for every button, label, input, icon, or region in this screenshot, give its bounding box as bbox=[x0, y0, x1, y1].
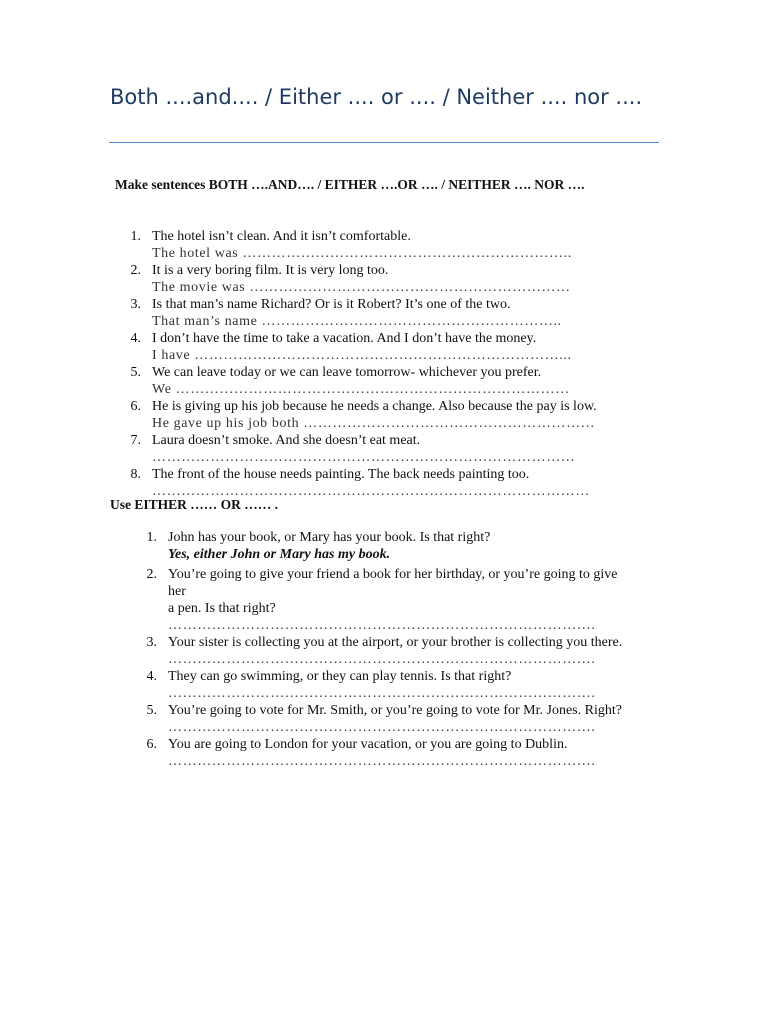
answer-blank[interactable]: ……………………………………………………………………………. bbox=[168, 618, 596, 633]
answer-blank[interactable]: I have …………………………………………………………………... bbox=[152, 348, 572, 363]
title-divider bbox=[109, 142, 659, 143]
item-number: 3. bbox=[130, 297, 141, 312]
example-answer: Yes, either John or Mary has my book. bbox=[168, 547, 391, 562]
answer-blank[interactable]: ……………………………………………………………………………. bbox=[168, 686, 596, 701]
item-prompt: You’re going to vote for Mr. Smith, or you’re going to vote for Mr. Jones. Right? bbox=[168, 703, 622, 718]
list-item bbox=[0, 466, 768, 500]
item-number: 2. bbox=[130, 263, 141, 278]
item-number: 1. bbox=[146, 530, 157, 545]
section2-exercise-list bbox=[0, 529, 768, 770]
item-number: 4. bbox=[130, 331, 141, 346]
item-prompt: They can go swimming, or they can play tennis. Is that right? bbox=[168, 669, 512, 684]
item-prompt: John has your book, or Mary has your book. Is that right? bbox=[168, 530, 491, 545]
item-prompt: Laura doesn’t smoke. And she doesn’t eat meat. bbox=[152, 433, 421, 448]
list-item bbox=[0, 262, 768, 296]
answer-blank[interactable]: We ……………………………………………………………………… bbox=[152, 382, 570, 397]
item-prompt-continued: a pen. Is that right? bbox=[168, 601, 276, 616]
item-number: 6. bbox=[146, 737, 157, 752]
item-prompt: We can leave today or we can leave tomorrow- whichever you prefer. bbox=[152, 365, 542, 380]
item-number: 1. bbox=[130, 229, 141, 244]
item-prompt: You are going to London for your vacation, or you are going to Dublin. bbox=[168, 737, 568, 752]
answer-blank[interactable]: ……………………………………………………………………………. bbox=[168, 652, 596, 667]
item-number: 3. bbox=[146, 635, 157, 650]
item-prompt: It is a very boring film. It is very long too. bbox=[152, 263, 389, 278]
item-prompt: The hotel isn’t clean. And it isn’t comfortable. bbox=[152, 229, 411, 244]
list-item bbox=[0, 736, 768, 770]
item-number: 5. bbox=[146, 703, 157, 718]
list-item bbox=[0, 228, 768, 262]
answer-blank[interactable]: The hotel was ………………………………………………………….. bbox=[152, 246, 572, 261]
list-item bbox=[0, 432, 768, 466]
list-item bbox=[0, 566, 768, 634]
item-prompt: He is giving up his job because he needs a change. Also because the pay is low. bbox=[152, 399, 597, 414]
item-prompt: I don’t have the time to take a vacation. And I don’t have the money. bbox=[152, 331, 537, 346]
section1-instruction: Make sentences BOTH ….AND…. / EITHER ….OR …. / NEITHER …. NOR …. bbox=[115, 177, 585, 192]
list-item bbox=[0, 398, 768, 432]
item-prompt: Your sister is collecting you at the airport, or your brother is collecting you there. bbox=[168, 635, 623, 650]
answer-blank[interactable]: ……………………………………………………………………………. bbox=[168, 754, 596, 769]
item-number: 5. bbox=[130, 365, 141, 380]
answer-blank[interactable]: That man’s name …………………………………………………….. bbox=[152, 314, 562, 329]
list-item bbox=[0, 364, 768, 398]
list-item bbox=[0, 702, 768, 736]
list-item bbox=[0, 296, 768, 330]
item-prompt: The front of the house needs painting. The back needs painting too. bbox=[152, 467, 530, 482]
item-prompt: Is that man’s name Richard? Or is it Robert? It’s one of the two. bbox=[152, 297, 511, 312]
item-number: 4. bbox=[146, 669, 157, 684]
list-item bbox=[0, 634, 768, 668]
item-prompt: You’re going to give your friend a book for her birthday, or you’re going to give her bbox=[168, 567, 618, 599]
answer-blank[interactable]: He gave up his job both …………………………………………………… bbox=[152, 416, 596, 431]
list-item bbox=[0, 668, 768, 702]
page-title: Both ....and.... / Either .... or .... / Neither .... nor .... bbox=[110, 85, 643, 109]
item-number: 6. bbox=[130, 399, 141, 414]
answer-blank[interactable]: ……………………………………………………………………………… bbox=[152, 484, 590, 499]
list-item bbox=[0, 330, 768, 364]
answer-blank[interactable]: …………………………………………………………………………… bbox=[152, 450, 576, 465]
answer-blank[interactable]: ……………………………………………………………………………. bbox=[168, 720, 596, 735]
section2-instruction: Use EITHER …… OR …… . bbox=[110, 497, 279, 512]
item-number: 8. bbox=[130, 467, 141, 482]
section1-exercise-list bbox=[0, 228, 768, 500]
item-number: 7. bbox=[130, 433, 141, 448]
list-item bbox=[0, 529, 768, 563]
item-number: 2. bbox=[146, 567, 157, 582]
answer-blank[interactable]: The movie was ………………………………………………………… bbox=[152, 280, 571, 295]
